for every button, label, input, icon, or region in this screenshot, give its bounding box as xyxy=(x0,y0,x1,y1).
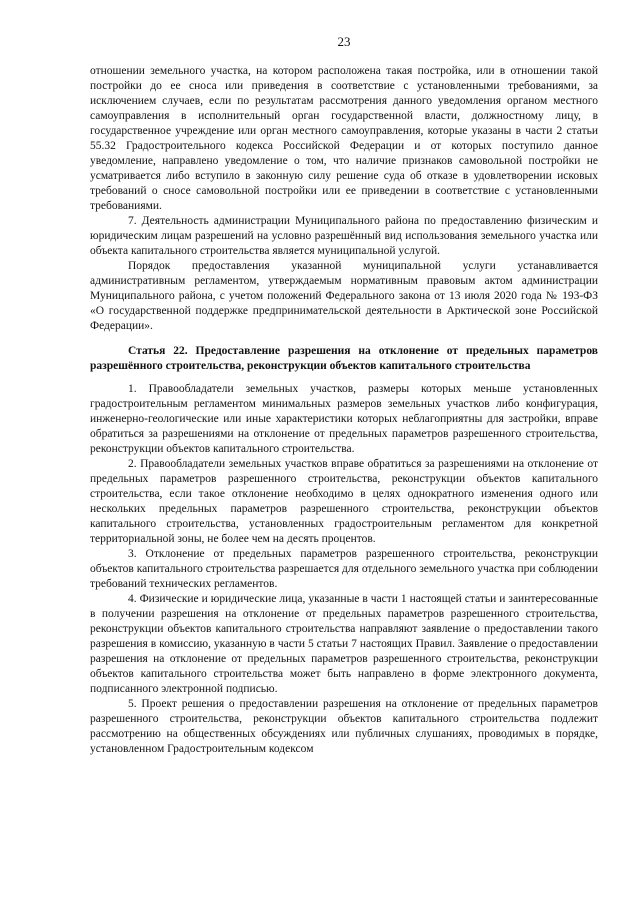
paragraph-continuation: отношении земельного участка, на котором расположена такая постройка, или в отношении такой постройки до ее сноса или приведения в соответствие с установленными требованиями, за исключением случаев, если по результатам рассмотрения данного уведомления органом местного самоуправления в исполнительный орган государственной власти, должностному лицу, в государственное учреждение или орган местного самоуправления, которые указаны в части 2 статьи 55.32 Градостроительного кодекса Российской Федерации и от которых поступило данное уведомление, направлено уведомление о том, что наличие признаков самовольной постройки не усматривается либо вступило в законную силу решение суда об отказе в удовлетворении исковых требований о сносе самовольной постройки или ее приведении в соответствие с установленными требованиями. xyxy=(90,65,598,212)
article-22-heading: Статья 22. Предоставление разрешения на отклонение от предельных параметров разрешённого строительства, реконструкции объектов капитального строительства xyxy=(90,345,598,372)
article-22-paragraph-4: 4. Физические и юридические лица, указанные в части 1 настоящей статьи и заинтересованные в получении разрешения на отклонение от предельных параметров разрешенного строительства, реконструкции объектов капитального строительства направляют заявление о предоставлении такого разрешения в комиссию, указанную в части 5 статьи 7 настоящих Правил. Заявление о предоставлении разрешения на отклонение от предельных параметров разрешенного строительства, реконструкции объектов капитального строительства может быть направлено в форме электронного документа, подписанного электронной подписью. xyxy=(90,593,598,695)
document-body xyxy=(90,64,598,757)
article-22-paragraph-2: 2. Правообладатели земельных участков вправе обратиться за разрешениями на отклонение от предельных параметров разрешенного строительства, реконструкции объектов капитального строительства, если такое отклонение необходимо в целях однократного изменения одного или нескольких предельных параметров разрешенного строительства, реконструкции объектов капитального строительства, установленных градостроительным регламентом для конкретной территориальной зоны, не более чем на десять процентов. xyxy=(90,458,598,545)
article-22-paragraph-1: 1. Правообладатели земельных участков, размеры которых меньше установленных градостроительным регламентом минимальных размеров земельных участков либо конфигурация, инженерно-геологические или иные характеристики которых неблагоприятны для застройки, вправе обратиться за разрешениями на отклонение от предельных параметров разрешенного строительства, реконструкции объектов капитального строительства. xyxy=(90,383,598,455)
article-22-paragraph-3: 3. Отклонение от предельных параметров разрешенного строительства, реконструкции объектов капитального строительства разрешается для отдельного земельного участка при соблюдении требований технических регламентов. xyxy=(90,548,598,590)
paragraph-item-7: 7. Деятельность администрации Муниципального района по предоставлению физическим и юридическим лицам разрешений на условно разрешённый вид использования земельного участка или объекта капитального строительства является муниципальной услугой. xyxy=(90,215,598,257)
paragraph-procedure: Порядок предоставления указанной муниципальной услуги устанавливается административным регламентом, утверждаемым нормативным правовым актом администрации Муниципального района, с учетом положений Федерального закона от 13 июля 2020 года № 193-ФЗ «О государственной поддержке предпринимательской деятельности в Арктической зоне Российской Федерации». xyxy=(90,260,598,332)
page-number: 23 xyxy=(337,34,351,49)
article-22-paragraph-5: 5. Проект решения о предоставлении разрешения на отклонение от предельных параметров разрешенного строительства, реконструкции объектов капитального строительства подлежит рассмотрению на общественных обсуждениях или публичных слушаниях, проводимых в порядке, установленном Градостроительным кодексом xyxy=(90,698,598,755)
